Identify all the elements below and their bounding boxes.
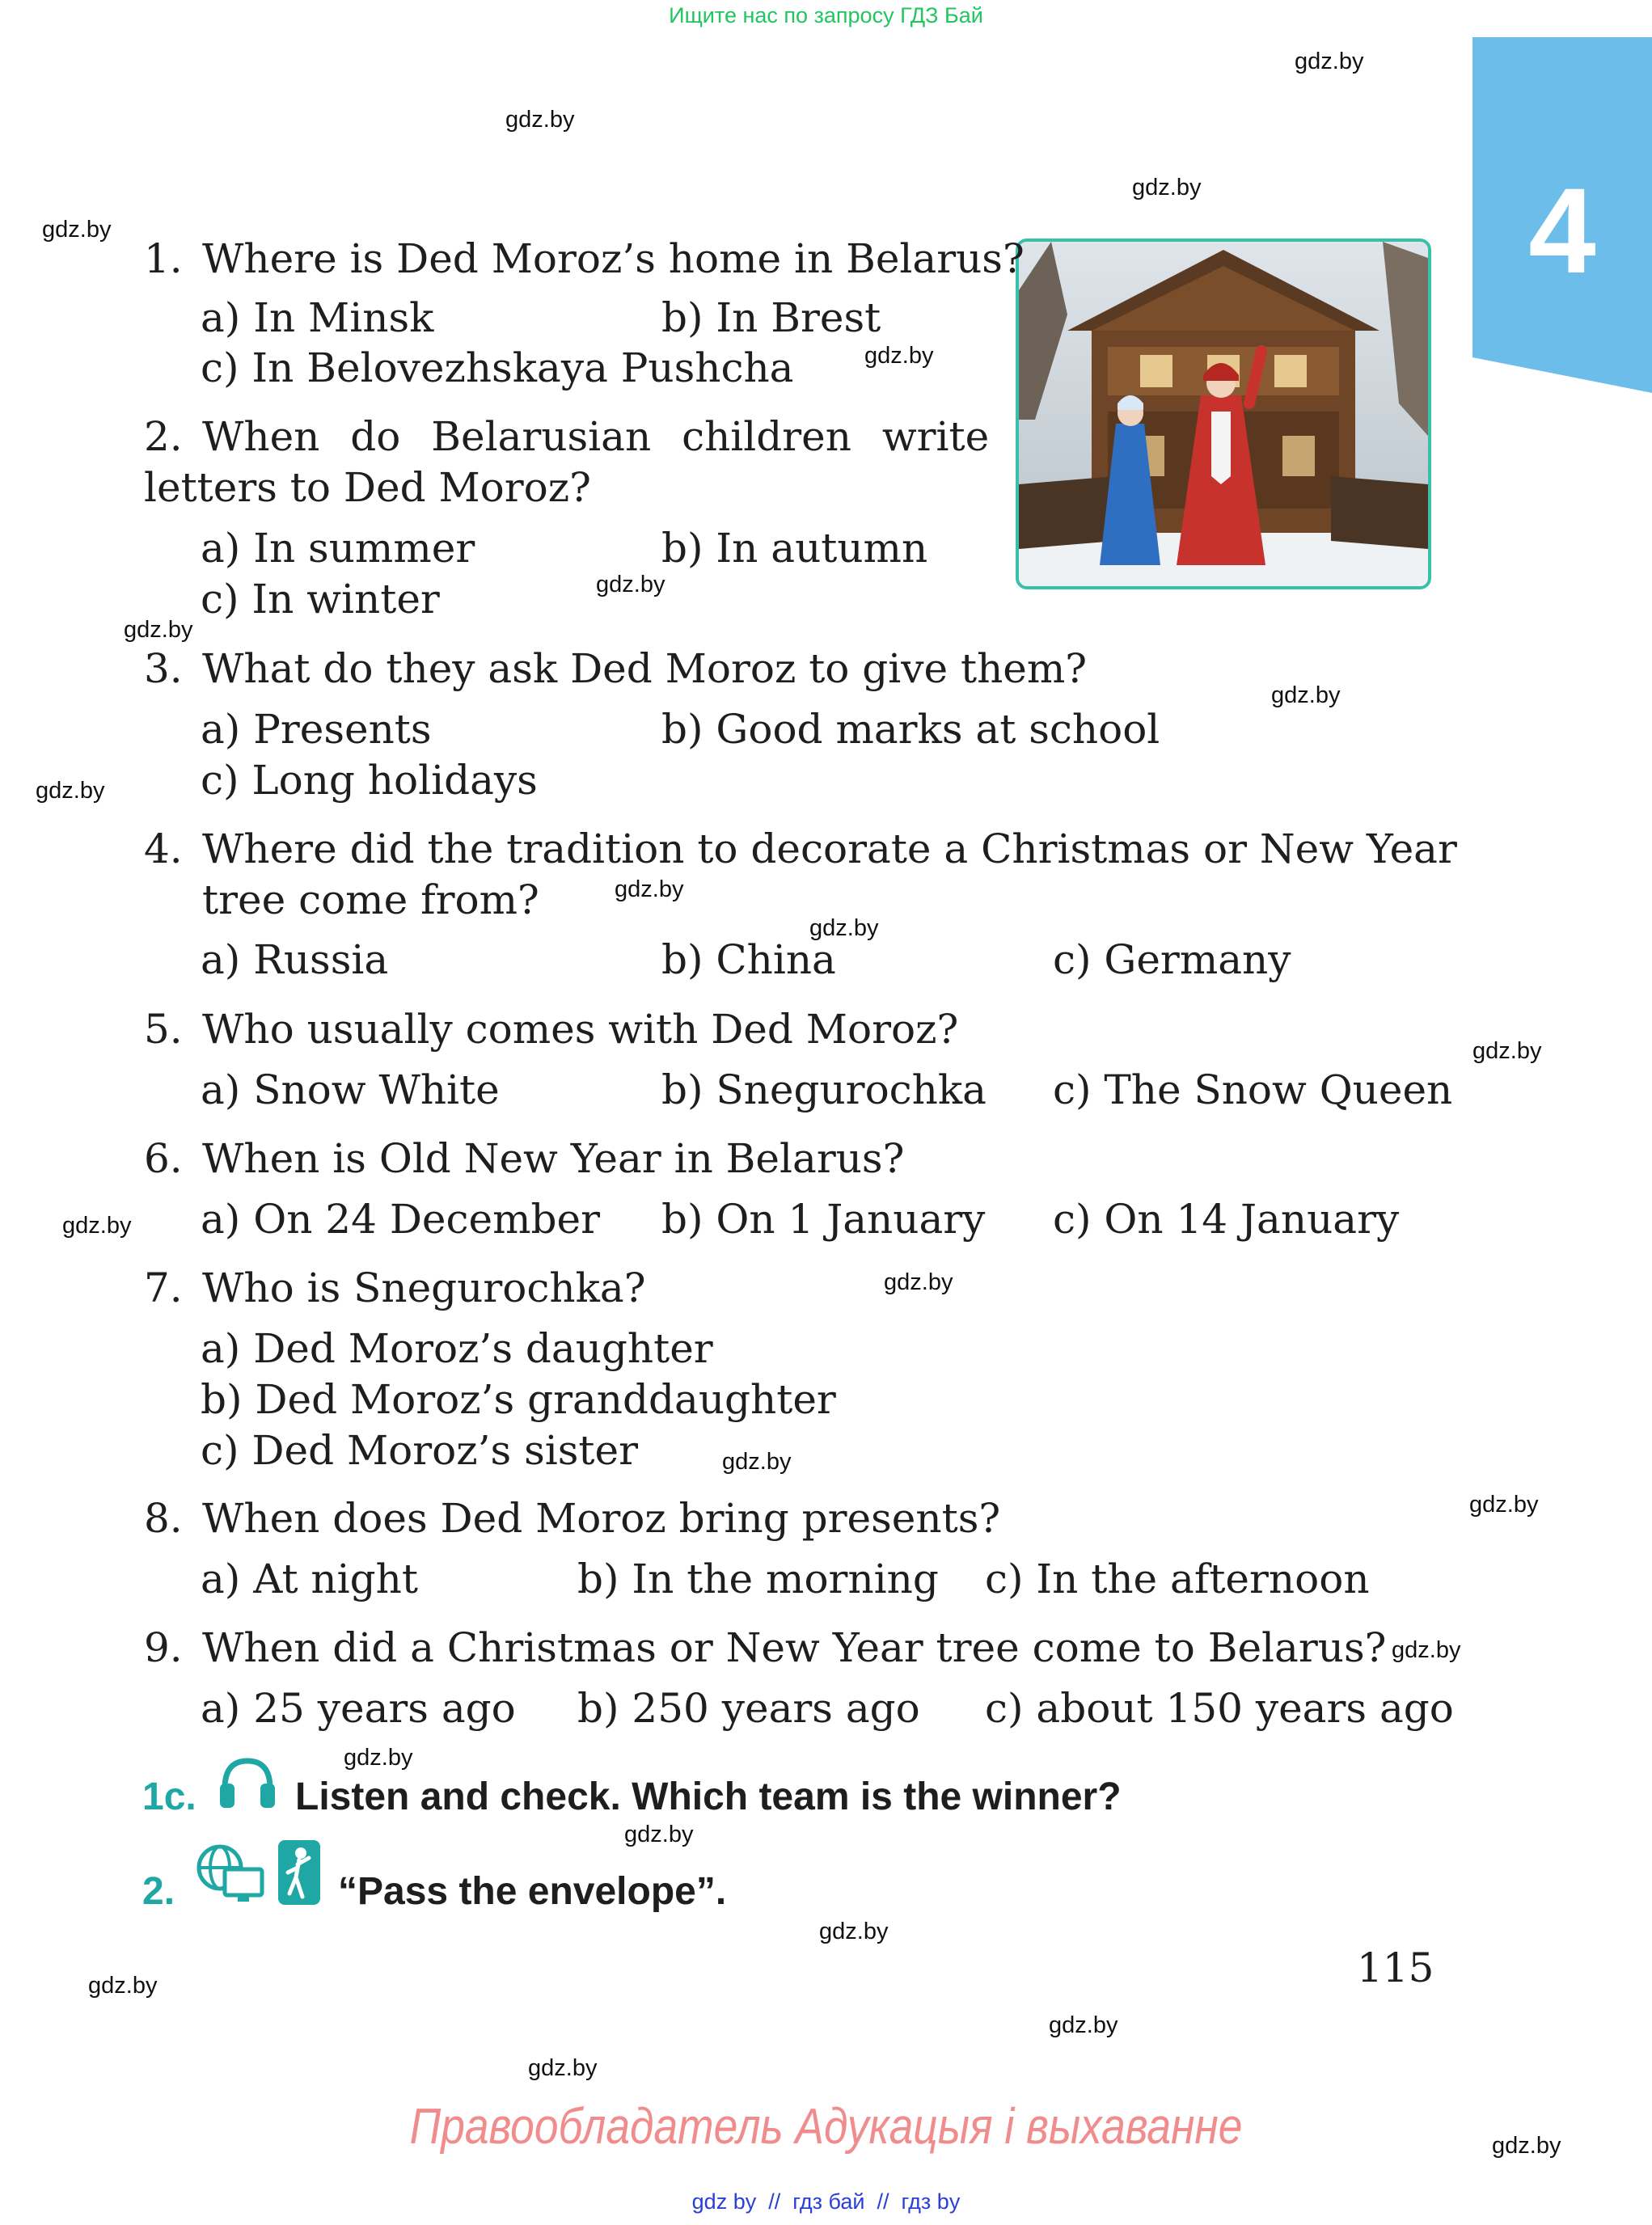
question-7: 7. Who is Snegurochka? — [144, 1264, 646, 1311]
globe-computer-icon — [194, 1842, 267, 1906]
watermark: gdz.by — [505, 107, 575, 133]
option-4c: c) Germany — [1053, 936, 1291, 983]
watermark: gdz.by — [1492, 2133, 1561, 2159]
option-1b: b) In Brest — [661, 294, 881, 341]
option-8a: a) At night — [201, 1556, 418, 1602]
option-3b: b) Good marks at school — [661, 706, 1160, 753]
watermark: gdz.by — [596, 572, 665, 597]
watermark: gdz.by — [1472, 1038, 1542, 1064]
option-5b: b) Snegurochka — [661, 1066, 987, 1113]
question-2: 2. When do Belarusian children write — [144, 413, 990, 460]
task-1c-instruction: Listen and check. Which team is the winner? — [295, 1775, 1122, 1818]
watermark: gdz.by — [528, 2055, 598, 2081]
watermark: gdz.by — [344, 1745, 413, 1771]
option-2a: a) In summer — [201, 525, 475, 572]
option-2c: c) In winter — [201, 576, 440, 623]
page-number: 115 — [1357, 1944, 1434, 1991]
question-4: 4. Where did the tradition to decorate a Christmas or New Year — [144, 825, 1457, 872]
watermark: gdz.by — [62, 1213, 132, 1239]
watermark: gdz.by — [809, 915, 879, 941]
headphones-icon — [217, 1754, 278, 1811]
footer-link-gdz-by-cyr[interactable]: гдз by — [901, 2189, 961, 2214]
option-6a: a) On 24 December — [201, 1196, 600, 1243]
option-5a: a) Snow White — [201, 1066, 500, 1113]
option-7b: b) Ded Moroz’s granddaughter — [201, 1376, 836, 1423]
watermark: gdz.by — [1469, 1492, 1539, 1518]
question-1: 1. Where is Ded Moroz’s home in Belarus? — [144, 235, 1025, 282]
footer-separator: // — [877, 2189, 889, 2214]
task-2-instruction: “Pass the envelope”. — [338, 1870, 727, 1913]
question-4-line2: tree come from? — [202, 876, 539, 923]
watermark: gdz.by — [88, 1973, 158, 1999]
option-6b: b) On 1 January — [661, 1196, 986, 1243]
option-7a: a) Ded Moroz’s daughter — [201, 1325, 713, 1372]
option-8c: c) In the afternoon — [985, 1556, 1370, 1602]
watermark: gdz.by — [624, 1822, 694, 1847]
option-9b: b) 250 years ago — [577, 1685, 920, 1732]
option-6c: c) On 14 January — [1053, 1196, 1400, 1243]
watermark: gdz.by — [864, 343, 934, 369]
option-4b: b) China — [661, 936, 836, 983]
watermark: gdz.by — [722, 1449, 792, 1475]
watermark: gdz.by — [42, 217, 112, 243]
watermark: gdz.by — [1271, 682, 1341, 708]
question-9: 9. When did a Christmas or New Year tree come to Belarus? — [144, 1624, 1387, 1671]
option-3a: a) Presents — [201, 706, 432, 753]
person-activity-icon — [278, 1840, 320, 1905]
footer-link-gdz-by[interactable]: gdz by — [691, 2189, 757, 2214]
option-3c: c) Long holidays — [201, 757, 538, 804]
question-2-line2: letters to Ded Moroz? — [144, 464, 591, 511]
question-5: 5. Who usually comes with Ded Moroz? — [144, 1006, 959, 1053]
task-2-number: 2. — [142, 1870, 175, 1913]
option-8b: b) In the morning — [577, 1556, 939, 1602]
watermark: gdz.by — [1049, 2012, 1118, 2038]
watermark: gdz.by — [1295, 49, 1364, 74]
rights-holder-text: Правообладатель Адукацыя і выхаванне — [409, 2099, 1243, 2155]
footer-links — [0, 2189, 1652, 2214]
watermark: gdz.by — [615, 876, 684, 902]
watermark: gdz.by — [819, 1919, 889, 1944]
option-9c: c) about 150 years ago — [985, 1685, 1454, 1732]
task-1c-number: 1c. — [142, 1775, 196, 1818]
watermark: gdz.by — [884, 1269, 953, 1295]
option-9a: a) 25 years ago — [201, 1685, 516, 1732]
option-4a: a) Russia — [201, 936, 389, 983]
photo-illustration — [1019, 242, 1428, 586]
question-6: 6. When is Old New Year in Belarus? — [144, 1135, 905, 1182]
watermark: gdz.by — [124, 617, 193, 643]
option-2b: b) In autumn — [661, 525, 928, 572]
chapter-number: 4 — [1528, 163, 1596, 298]
option-1c: c) In Belovezhskaya Pushcha — [201, 344, 794, 391]
watermark: gdz.by — [1392, 1637, 1461, 1663]
option-5c: c) The Snow Queen — [1053, 1066, 1453, 1113]
option-1a: a) In Minsk — [201, 294, 434, 341]
top-banner[interactable]: Ищите нас по запросу ГДЗ Бай — [669, 3, 983, 27]
footer-link-gdz-bai[interactable]: гдз бай — [792, 2189, 865, 2214]
watermark: gdz.by — [36, 778, 105, 804]
option-7c: c) Ded Moroz’s sister — [201, 1427, 638, 1474]
watermark: gdz.by — [1132, 175, 1202, 201]
ded-moroz-residence-photo — [1016, 239, 1431, 589]
question-8: 8. When does Ded Moroz bring presents? — [144, 1495, 1001, 1542]
question-3: 3. What do they ask Ded Moroz to give them? — [144, 645, 1088, 692]
footer-separator: // — [768, 2189, 781, 2214]
